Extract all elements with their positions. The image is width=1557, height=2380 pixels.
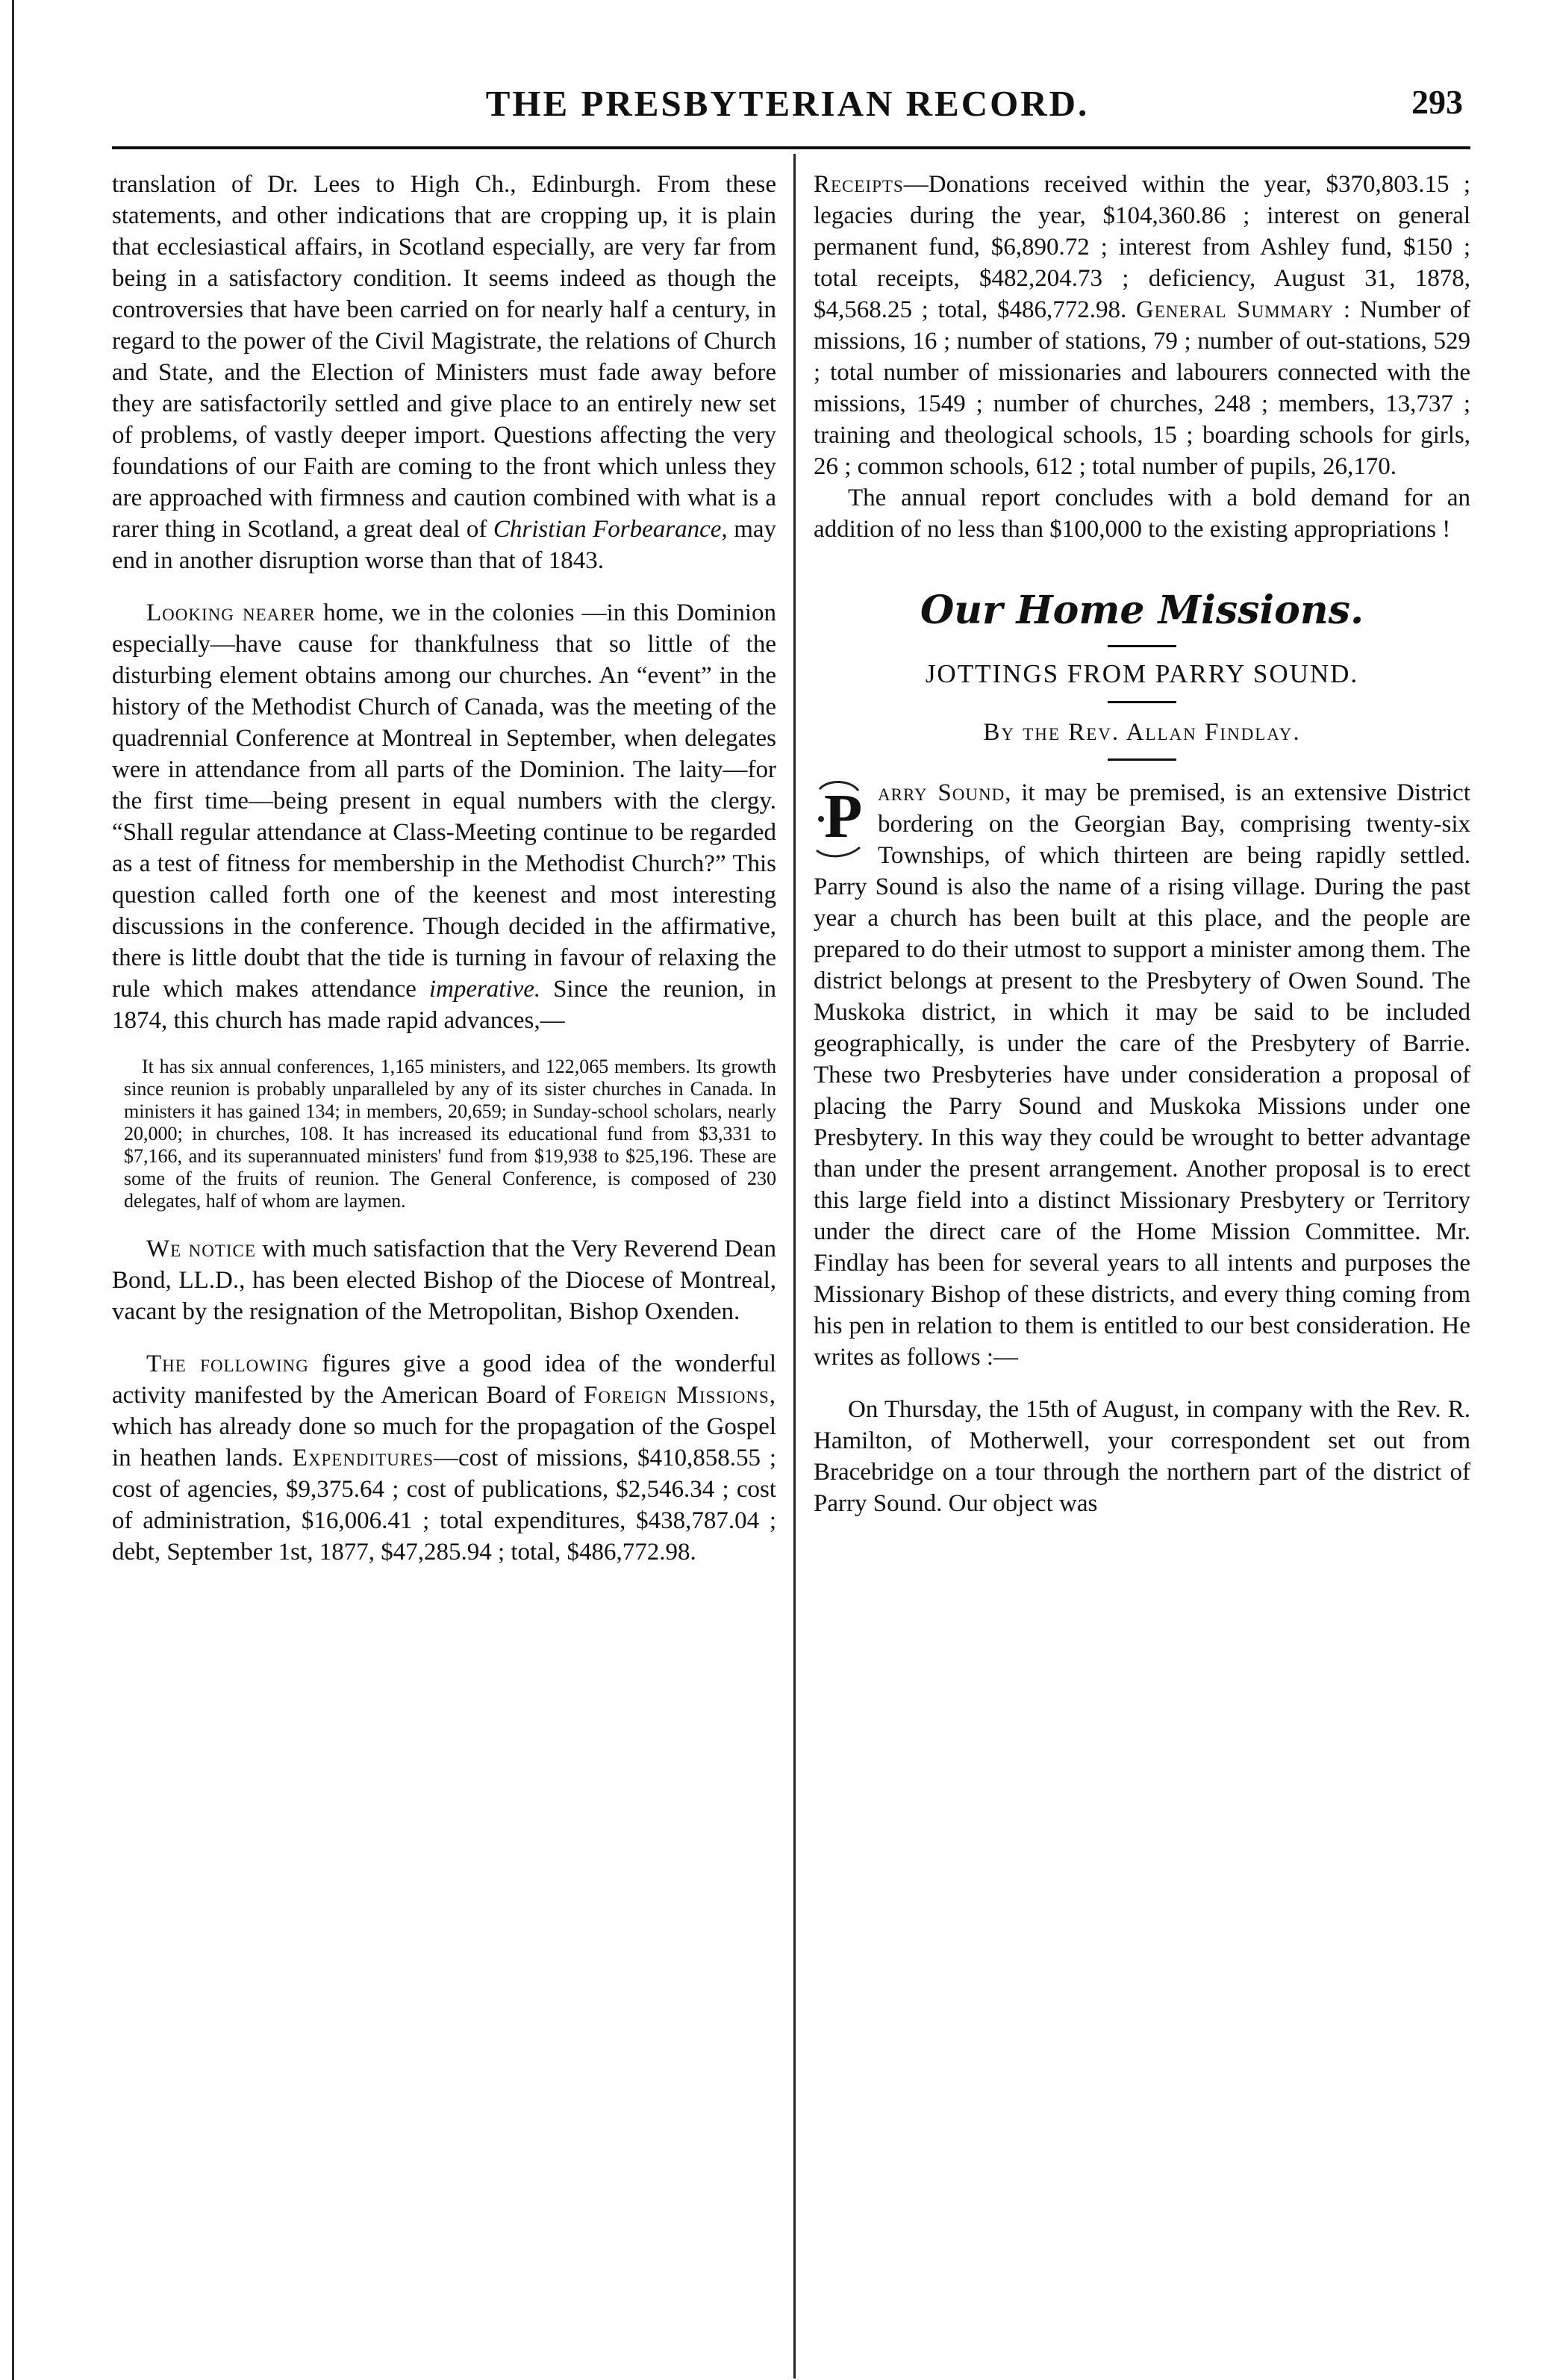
page-edge-rule — [12, 0, 14, 2380]
paragraph-text: Since the reunion, in 1874, this church has made rapid advances,— — [112, 976, 777, 1034]
section-title: Our Home Missions. — [920, 588, 1364, 633]
short-rule — [1108, 701, 1176, 703]
paragraph-text: figures give a good idea of the wonderful activity manifested by the American Board of — [112, 1351, 777, 1409]
article-paragraph — [112, 1348, 776, 1568]
lead-in: We notice — [146, 1236, 256, 1262]
article-paragraph: On Thursday, the 15th of August, in company with the Rev. R. Hamilton, of Motherwell, your correspondent set out from Bracebridge on a tour through the northern part of the district of Parry Sound. Our object was — [814, 1396, 1470, 1517]
short-rule — [1108, 758, 1176, 761]
small-caps-phrase: Foreign Missions, — [584, 1382, 777, 1409]
article-paragraph — [112, 169, 776, 576]
italic-phrase: Christian Forbearance, — [493, 516, 728, 543]
right-column — [814, 169, 1470, 1519]
column-rule — [793, 154, 796, 2379]
article-paragraph: The annual report concludes with a bold demand for an addition of no less than $100,000 to the existing appropriations ! — [814, 485, 1470, 543]
publication-title: THE PRESBYTERIAN RECORD. — [485, 83, 1090, 124]
short-rule — [1108, 645, 1176, 647]
lead-in: Receipts — [814, 171, 904, 198]
paragraph-text: may end in another disruption worse than that of 1843. — [112, 516, 777, 574]
paragraph-text: —cost of missions, $410,858.55 ; cost of agencies, $9,375.64 ; cost of publications, $2,546.34 ; cost of administration, $16,006.41 ; total expenditures, $438,787.04 ; debt, September 1st, 1877, $47,285.94 ; total, $486,772.98. — [112, 1445, 777, 1566]
small-caps-phrase: Expenditures — [292, 1445, 434, 1471]
header-rule — [112, 146, 1470, 149]
small-caps-phrase: General Summary — [1135, 296, 1335, 323]
running-head — [112, 72, 1463, 131]
paragraph-text: translation of Dr. Lees to High Ch., Edinburgh. From these statements, and other indications that are cropping up, it is plain that ecclesiastical affairs, in Scotland especially, are very far from being in a satisfactory condition. It seems indeed as though the controversies that have been carried on for nearly half a century, in regard to the power of the Civil Magistrate, the relations of Church and State, and the Election of Ministers must fade away before they are satisfactorily settled and give place to an entirely new set of problems, of vastly deeper import. Questions affecting the very foundations of our Faith are coming to the front which unless they are approached with firmness and caution combined with what is a rarer thing in Scotland, a great deal of — [112, 171, 776, 543]
page-number: 293 — [1411, 83, 1463, 121]
article-paragraph — [112, 597, 776, 1036]
paragraph-text: —Donations received within the year, $370,803.15 ; legacies during the year, $104,360.86 ; interest on general permanent fund, $6,890.72 ; interest from Ashley fund, $150 ; total receipts, $482,204.73 ; deficiency, August 31, 1878, $4,568.25 ; total, $486,772.98. — [814, 171, 1470, 323]
decorative-initial — [814, 779, 869, 861]
lead-in: The following — [146, 1351, 309, 1377]
dropcap-letter: P — [824, 782, 863, 851]
italic-phrase: imperative. — [428, 976, 541, 1003]
article-paragraph — [112, 1233, 776, 1327]
article-subtitle: JOTTINGS FROM PARRY SOUND. — [925, 659, 1359, 688]
byline: By the Rev. Allan Findlay. — [983, 719, 1301, 746]
paragraph-text: it may be premised, is an extensive District bordering on the Georgian Bay, comprising twenty-six Townships, of which thirteen are being rapidly settled. Parry Sound is also the name of a rising village. During the past year a church has been built at this place, and the people are prepared to do their utmost to support a minister among them. The district belongs at present to the Presbytery of Owen Sound. The Muskoka district, in which it may be said to be included geographically, is under the care of the Presbytery of Barrie. These two Presbyteries have under consideration a proposal of placing the Parry Sound and Muskoka Missions under one Presbytery. In this way they could be wrought to better advantage than under the present arrangement. Another proposal is to erect this large field into a distinct Missionary Presbytery or Territory under the direct care of the Home Mission Committee. Mr. Findlay has been for several years to all intents and purposes the Missionary Bishop of these districts, and every thing coming from his pen in relation to them is entitled to our best consideration. He writes as follows :— — [814, 779, 1470, 1371]
paragraph-text: : Number of missions, 16 ; number of stations, 79 ; number of out-stations, 529 ; total number of missionaries and labourers connected with the missions, 1549 ; number of churches, 248 ; members, 13,737 ; training and theological schools, 15 ; boarding schools for girls, 26 ; common schools, 612 ; total number of pupils, 26,170. — [814, 296, 1471, 480]
paragraph-text: which has already done so much for the propagation of the Gospel in heathen lands. — [112, 1413, 776, 1471]
lead-in: arry Sound, — [878, 779, 1012, 806]
block-quote: It has six annual conferences, 1,165 ministers, and 122,065 members. Its growth since reunion is probably unparalleled by any of its sister churches in Canada. In ministers it has gained 134; in members, 20,659; in Sunday-school scholars, nearly 20,000; in churches, 108. It has increased its educational fund from $3,331 to $7,166, and its superannuated ministers' fund from $19,938 to $25,196. These are some of the fruits of reunion. The General Conference, is composed of 230 delegates, half of whom are laymen. — [124, 1056, 776, 1212]
paragraph-text: with much satisfaction that the Very Reverend Dean Bond, LL.D., has been elected Bishop of the Diocese of Montreal, vacant by the resignation of the Metropolitan, Bishop Oxenden. — [112, 1236, 776, 1325]
left-column — [112, 169, 776, 1568]
lead-in: Looking nearer — [146, 599, 316, 626]
paragraph-text: home, we in the colonies —in this Dominion especially—have cause for thankfulness that so little of the disturbing element obtains among our churches. An “event” in the history of the Methodist Church of Canada, was the meeting of the quadrennial Conference at Montreal in September, when delegates were in attendance from all parts of the Dominion. The laity—for the first time—being present in equal numbers with the clergy. “Shall regular attendance at Class-Meeting continue to be regarded as a test of fitness for membership in the Methodist Church?” This question called forth one of the keenest and most interesting discussions in the conference. Though decided in the affirmative, there is little doubt that the tide is turning in favour of relaxing the rule which makes attendance — [112, 599, 777, 1003]
article-paragraph — [814, 169, 1470, 482]
article-paragraph — [814, 777, 1470, 1373]
